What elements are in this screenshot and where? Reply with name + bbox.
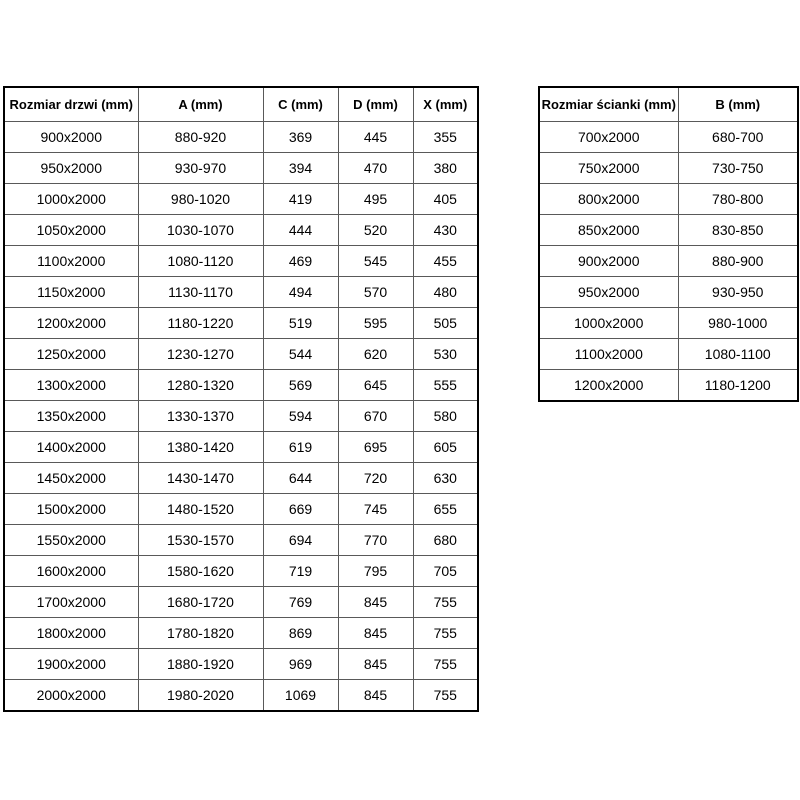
- table-cell: 900x2000: [4, 122, 138, 153]
- table-cell: 594: [263, 401, 338, 432]
- column-header-c: C (mm): [263, 87, 338, 122]
- table-cell: 495: [338, 184, 413, 215]
- table-row: [4, 618, 478, 649]
- table-cell: 1400x2000: [4, 432, 138, 463]
- table-cell: 900x2000: [539, 246, 678, 277]
- table-cell: 419: [263, 184, 338, 215]
- table-cell: 1080-1100: [678, 339, 798, 370]
- table-cell: 770: [338, 525, 413, 556]
- table-row: [4, 339, 478, 370]
- table-cell: 1880-1920: [138, 649, 263, 680]
- table-cell: 580: [413, 401, 478, 432]
- table-cell: 1900x2000: [4, 649, 138, 680]
- table-cell: 444: [263, 215, 338, 246]
- table-cell: 505: [413, 308, 478, 339]
- table-cell: 544: [263, 339, 338, 370]
- table-cell: 700x2000: [539, 122, 678, 153]
- table-row: [4, 556, 478, 587]
- table-cell: 2000x2000: [4, 680, 138, 712]
- table-cell: 445: [338, 122, 413, 153]
- wall-sizes-table: [538, 86, 799, 402]
- table-row: [4, 587, 478, 618]
- table-cell: 369: [263, 122, 338, 153]
- table-row: [539, 246, 798, 277]
- table-cell: 1150x2000: [4, 277, 138, 308]
- table-cell: 1530-1570: [138, 525, 263, 556]
- table-cell: 480: [413, 277, 478, 308]
- table-cell: 1200x2000: [539, 370, 678, 402]
- table-cell: 1000x2000: [4, 184, 138, 215]
- table-cell: 1050x2000: [4, 215, 138, 246]
- door-table-body: [4, 122, 478, 712]
- table-cell: 1000x2000: [539, 308, 678, 339]
- table-row: [539, 339, 798, 370]
- table-cell: 644: [263, 463, 338, 494]
- table-cell: 880-900: [678, 246, 798, 277]
- table-row: [4, 463, 478, 494]
- table-cell: 1980-2020: [138, 680, 263, 712]
- table-cell: 1230-1270: [138, 339, 263, 370]
- table-cell: 1069: [263, 680, 338, 712]
- table-cell: 1600x2000: [4, 556, 138, 587]
- table-cell: 980-1000: [678, 308, 798, 339]
- table-cell: 645: [338, 370, 413, 401]
- table-cell: 1300x2000: [4, 370, 138, 401]
- table-cell: 730-750: [678, 153, 798, 184]
- door-sizes-table: [3, 86, 479, 712]
- table-cell: 719: [263, 556, 338, 587]
- table-cell: 880-920: [138, 122, 263, 153]
- table-cell: 769: [263, 587, 338, 618]
- table-cell: 530: [413, 339, 478, 370]
- table-cell: 1350x2000: [4, 401, 138, 432]
- table-cell: 655: [413, 494, 478, 525]
- wall-table-body: [539, 122, 798, 402]
- table-row: [4, 370, 478, 401]
- table-cell: 755: [413, 587, 478, 618]
- table-row: [539, 215, 798, 246]
- table-cell: 619: [263, 432, 338, 463]
- table-cell: 845: [338, 680, 413, 712]
- table-cell: 555: [413, 370, 478, 401]
- table-cell: 470: [338, 153, 413, 184]
- column-header-rozmiar-scianki: Rozmiar ścianki (mm): [539, 87, 678, 122]
- table-cell: 1330-1370: [138, 401, 263, 432]
- table-cell: 380: [413, 153, 478, 184]
- table-row: [4, 184, 478, 215]
- table-cell: 1580-1620: [138, 556, 263, 587]
- table-cell: 1480-1520: [138, 494, 263, 525]
- table-cell: 494: [263, 277, 338, 308]
- table-cell: 930-950: [678, 277, 798, 308]
- table-cell: 455: [413, 246, 478, 277]
- table-cell: 930-970: [138, 153, 263, 184]
- table-cell: 969: [263, 649, 338, 680]
- table-cell: 430: [413, 215, 478, 246]
- column-header-x: X (mm): [413, 87, 478, 122]
- table-cell: 1380-1420: [138, 432, 263, 463]
- wall-table-header-row: [539, 87, 798, 122]
- table-row: [4, 649, 478, 680]
- table-cell: 1130-1170: [138, 277, 263, 308]
- table-row: [4, 246, 478, 277]
- column-header-a: A (mm): [138, 87, 263, 122]
- table-cell: 1100x2000: [539, 339, 678, 370]
- table-cell: 745: [338, 494, 413, 525]
- door-table-header-row: [4, 87, 478, 122]
- table-cell: 1100x2000: [4, 246, 138, 277]
- table-cell: 1180-1220: [138, 308, 263, 339]
- table-cell: 1700x2000: [4, 587, 138, 618]
- table-cell: 1250x2000: [4, 339, 138, 370]
- table-cell: 680-700: [678, 122, 798, 153]
- table-row: [539, 153, 798, 184]
- table-row: [4, 122, 478, 153]
- table-cell: 669: [263, 494, 338, 525]
- table-cell: 355: [413, 122, 478, 153]
- table-cell: 545: [338, 246, 413, 277]
- table-cell: 695: [338, 432, 413, 463]
- table-row: [539, 308, 798, 339]
- table-row: [4, 432, 478, 463]
- table-cell: 830-850: [678, 215, 798, 246]
- column-header-rozmiar-drzwi: Rozmiar drzwi (mm): [4, 87, 138, 122]
- table-row: [4, 215, 478, 246]
- table-cell: 950x2000: [539, 277, 678, 308]
- table-cell: 1500x2000: [4, 494, 138, 525]
- table-cell: 520: [338, 215, 413, 246]
- table-cell: 795: [338, 556, 413, 587]
- table-cell: 605: [413, 432, 478, 463]
- table-row: [539, 370, 798, 402]
- table-cell: 720: [338, 463, 413, 494]
- table-cell: 980-1020: [138, 184, 263, 215]
- table-row: [4, 494, 478, 525]
- table-cell: 750x2000: [539, 153, 678, 184]
- table-cell: 1800x2000: [4, 618, 138, 649]
- table-cell: 1550x2000: [4, 525, 138, 556]
- table-cell: 595: [338, 308, 413, 339]
- table-cell: 1680-1720: [138, 587, 263, 618]
- table-cell: 850x2000: [539, 215, 678, 246]
- table-cell: 680: [413, 525, 478, 556]
- table-row: [4, 401, 478, 432]
- table-cell: 405: [413, 184, 478, 215]
- table-cell: 869: [263, 618, 338, 649]
- table-cell: 780-800: [678, 184, 798, 215]
- table-row: [4, 525, 478, 556]
- table-cell: 570: [338, 277, 413, 308]
- table-cell: 519: [263, 308, 338, 339]
- table-cell: 670: [338, 401, 413, 432]
- table-cell: 1030-1070: [138, 215, 263, 246]
- table-cell: 1780-1820: [138, 618, 263, 649]
- table-row: [4, 153, 478, 184]
- table-cell: 1200x2000: [4, 308, 138, 339]
- table-cell: 755: [413, 618, 478, 649]
- column-header-d: D (mm): [338, 87, 413, 122]
- table-cell: 694: [263, 525, 338, 556]
- table-cell: 705: [413, 556, 478, 587]
- table-cell: 845: [338, 649, 413, 680]
- table-row: [539, 277, 798, 308]
- table-row: [4, 277, 478, 308]
- table-cell: 1450x2000: [4, 463, 138, 494]
- table-cell: 1430-1470: [138, 463, 263, 494]
- table-cell: 394: [263, 153, 338, 184]
- table-row: [4, 680, 478, 712]
- table-cell: 845: [338, 618, 413, 649]
- table-cell: 1180-1200: [678, 370, 798, 402]
- table-cell: 630: [413, 463, 478, 494]
- table-row: [539, 122, 798, 153]
- table-cell: 1280-1320: [138, 370, 263, 401]
- table-row: [4, 308, 478, 339]
- table-row: [539, 184, 798, 215]
- table-cell: 755: [413, 649, 478, 680]
- table-cell: 800x2000: [539, 184, 678, 215]
- table-cell: 469: [263, 246, 338, 277]
- table-cell: 950x2000: [4, 153, 138, 184]
- table-cell: 755: [413, 680, 478, 712]
- column-header-b: B (mm): [678, 87, 798, 122]
- table-cell: 1080-1120: [138, 246, 263, 277]
- table-cell: 569: [263, 370, 338, 401]
- table-cell: 620: [338, 339, 413, 370]
- table-cell: 845: [338, 587, 413, 618]
